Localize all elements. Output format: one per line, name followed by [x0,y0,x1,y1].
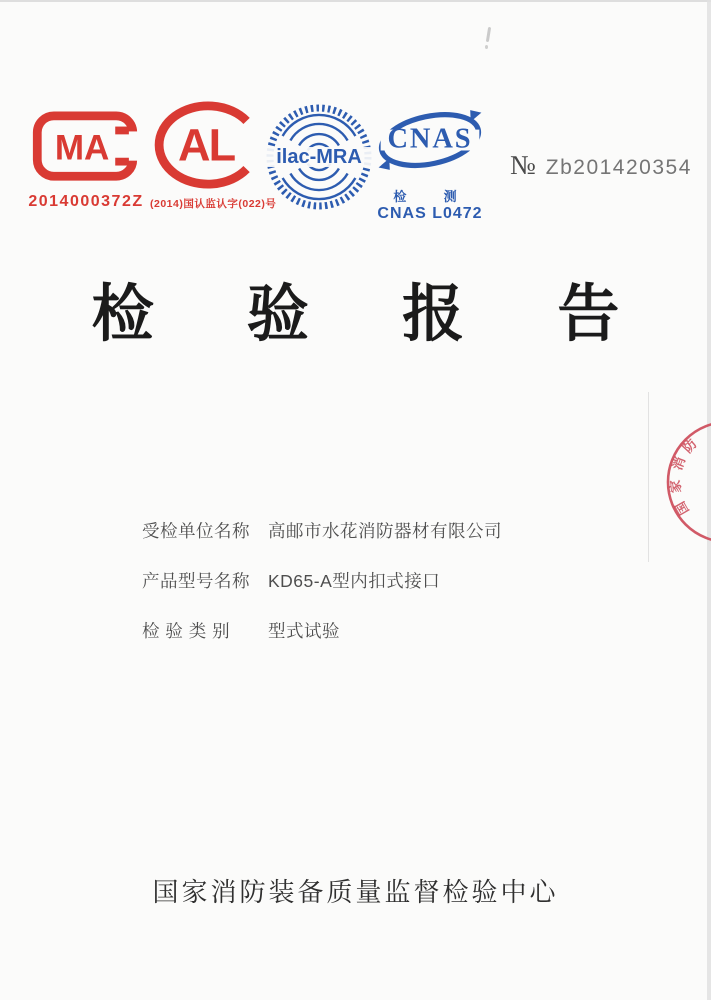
issuing-center-name: 国家消防装备质量监督检验中心 [152,877,559,907]
scan-edge-line [0,0,711,2]
field-product-model [142,568,502,589]
seal-char: 防 [679,436,700,456]
numero-sign: № [510,150,536,180]
seal-char: 国 [672,498,692,518]
ilac-mra-label: ilac-MRA [276,146,362,168]
cnas-cert-number: CNAS L0472 [377,205,483,222]
seal-char: 消 [669,454,689,473]
field-value: KD65-A型内扣式接口 [268,571,441,591]
field-value: 型式试验 [268,621,340,641]
field-value: 高邮市水花消防器材有限公司 [268,521,502,541]
report-number-value: Zb201420354 [545,156,692,179]
page-title: 检 验 报 告 [91,280,658,349]
cma-letters: MA [54,128,110,168]
field-inspected-unit [142,518,502,539]
scan-smudge-dot [485,45,488,49]
cal-letters: AL [178,119,235,171]
field-label: 检 验 类 别 [142,621,231,641]
cnas-letters: CNAS [387,123,473,155]
ilac-mra-mark [266,104,372,215]
ilac-mra-logo-icon [266,104,372,210]
field-inspection-type [142,618,502,639]
cma-certification-mark [28,110,144,211]
cma-logo-icon [30,110,142,186]
red-seal-partial [659,418,711,556]
cal-logo-icon [152,100,268,190]
report-number [510,150,692,181]
cal-cert-number: (2014)国认监认字(022)号 [150,198,277,210]
report-fields [142,518,502,668]
scan-fold-line [648,392,649,562]
cma-cert-number: 2014000372Z [28,193,144,210]
seal-char: 家 [667,479,684,494]
field-label: 产品型号名称 [142,571,250,591]
scan-smudge-mark [486,27,491,42]
field-label: 受检单位名称 [142,521,250,541]
red-seal-icon [659,418,711,556]
cnas-category-label: 检 测 [393,189,467,204]
cnas-certification-mark [372,104,488,223]
cal-certification-mark [150,100,277,211]
cnas-logo-icon [372,104,488,178]
